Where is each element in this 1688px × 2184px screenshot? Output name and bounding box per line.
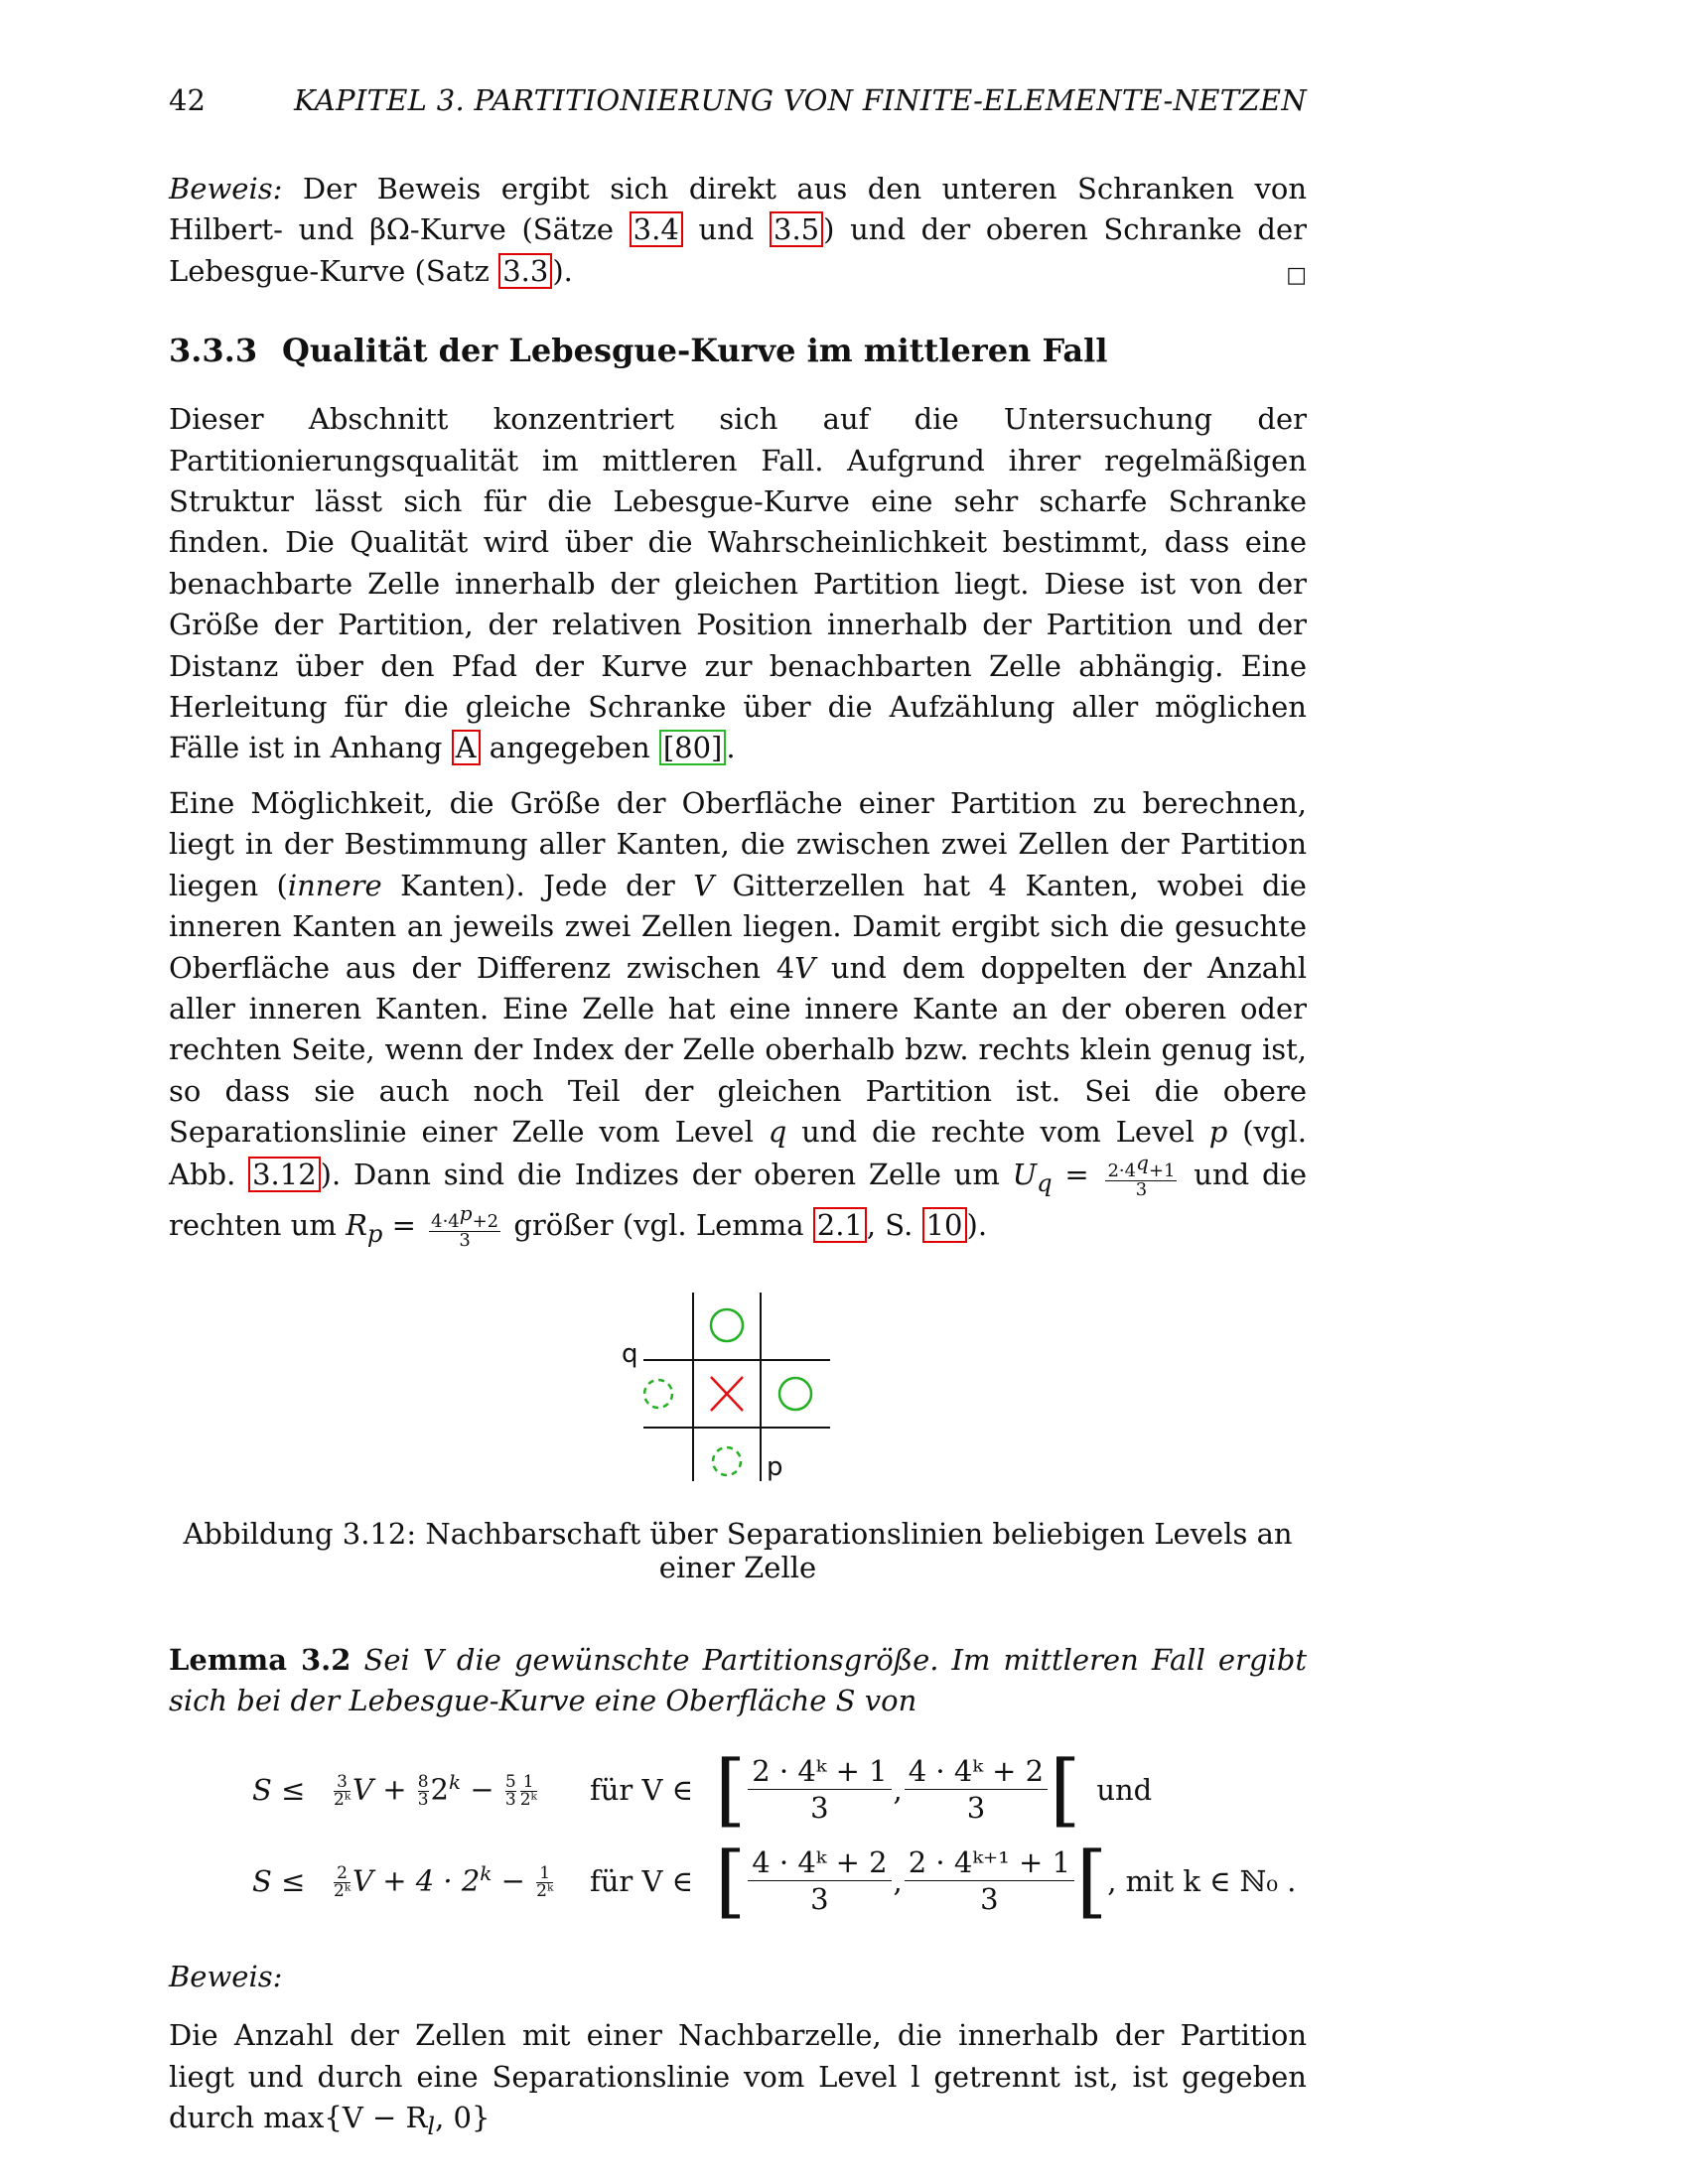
qed-icon: □ bbox=[1286, 262, 1307, 288]
eq-expression bbox=[332, 1770, 590, 1809]
eq-sup: k bbox=[449, 1770, 462, 1795]
section-heading bbox=[169, 332, 1307, 369]
paragraph-text: Dieser Abschnitt konzentriert sich auf die Untersuchung der Partitionierungsqualität im mittleren Fall. Aufgrund ihrer regelmäßigen Struktur lässt sich für die Lebesgue-Kurve eine sehr scharfe Schranke finden. Die Qualität wird über die Wahrscheinlichkeit bestimmt, dass eine benachbarte Zelle innerhalb der gleichen Partition liegt. Diese ist von der Größe der Partition, der relativen Position innerhalb der Partition und der Distanz über den Pfad der Kurve zur benachbarten Zelle abhängig. Eine Herleitung für die gleiche Schranke über die Aufzählung aller möglichen Fälle ist in Anhang bbox=[169, 402, 1307, 765]
frac-num: 8 bbox=[417, 1772, 429, 1793]
ref-page-10[interactable]: 10 bbox=[922, 1207, 967, 1243]
interval-den: 3 bbox=[810, 1791, 829, 1826]
fraction-rp bbox=[429, 1200, 500, 1251]
math-sub-p: p bbox=[366, 1219, 383, 1248]
proof-text: und bbox=[682, 212, 771, 247]
paragraph-surface bbox=[169, 783, 1307, 1255]
proof2-label-line bbox=[169, 1957, 1307, 1997]
math-V: V bbox=[693, 868, 715, 902]
eq-tail: , mit k ∈ ℕ₀ . bbox=[1107, 1863, 1297, 1898]
interval-num: 2 · 4ᵏ + 1 bbox=[748, 1753, 891, 1790]
chapter-title: KAPITEL 3. PARTITIONIERUNG VON FINITE-ELEMENTE-NETZEN bbox=[293, 83, 1307, 117]
frac-num: 1 bbox=[536, 1865, 553, 1883]
paragraph-text: angegeben bbox=[480, 731, 659, 765]
section-title: Qualität der Lebesgue-Kurve im mittleren Fall bbox=[282, 332, 1108, 370]
math-U: U bbox=[1012, 1157, 1038, 1191]
math-V: V bbox=[794, 950, 816, 985]
neighbor-right-circle-icon bbox=[779, 1378, 811, 1410]
paragraph-text: . bbox=[726, 731, 736, 765]
fraction-uq bbox=[1105, 1150, 1177, 1200]
eq-lhs: S ≤ bbox=[252, 1863, 306, 1898]
label-p: p bbox=[767, 1451, 783, 1482]
eq-condition: für V ∈ bbox=[590, 1863, 694, 1898]
math-R: R bbox=[346, 1207, 367, 1242]
ref-lemma-2-1[interactable]: 2.1 bbox=[813, 1207, 867, 1243]
math-equals: = bbox=[382, 1207, 426, 1242]
interval-den: 3 bbox=[810, 1882, 829, 1917]
eq-term: 2 bbox=[430, 1772, 449, 1807]
eq-expression bbox=[332, 1861, 590, 1900]
frac-den: 3 bbox=[459, 1229, 471, 1251]
running-head bbox=[169, 83, 1307, 117]
paragraph-text: , 0} bbox=[435, 2100, 491, 2134]
math-p: p bbox=[1208, 1115, 1228, 1150]
bracket-open-icon: [ bbox=[715, 1834, 747, 1927]
proof-text: Der Beweis ergibt sich direkt aus den unteren Schranken von Hilbert- und βΩ-Kurve (Sätze bbox=[169, 172, 1307, 247]
lemma-equations bbox=[169, 1744, 1307, 1927]
frac-num: 1 bbox=[520, 1774, 537, 1792]
neighbor-left-dashed-circle-icon bbox=[644, 1380, 672, 1408]
frac-den: 2ᵏ bbox=[536, 1881, 554, 1902]
eq-term: V + bbox=[352, 1772, 416, 1807]
eq-term: − bbox=[492, 1863, 535, 1898]
interval-num: 2 · 4ᵏ⁺¹ + 1 bbox=[905, 1844, 1074, 1881]
bracket-open-icon: [ bbox=[715, 1742, 747, 1836]
lemma-head: Lemma 3.2 bbox=[169, 1642, 352, 1677]
proof-label: Beweis: bbox=[169, 172, 283, 205]
ref-satz-3-4[interactable]: 3.4 bbox=[630, 211, 683, 247]
eq-tail: und bbox=[1096, 1772, 1153, 1807]
eq-sup: k bbox=[480, 1861, 492, 1886]
equation-row-2: S ≤ $\frac{2}{\text{2ᵏ}}$ $V + 4 \cdot 2^k$ − $\frac{1}{\text{2ᵏ}}$ für V ∈ [ $\frac{\text{4 · 4ᵏ + 2}}{3}$ , $\frac{\text{2 · 4ᵏ⁺¹ + 1}}{3}$ [ , mit k ∈ ℕ₀ . bbox=[169, 1836, 1307, 1927]
label-q: q bbox=[622, 1338, 638, 1369]
paragraph-text: Eine Möglichkeit, die Größe der Oberfläche einer Partition zu berechnen, liegt in der Bestimmung aller Kanten, die zwischen zwei Zellen der Partition liegen ( bbox=[169, 785, 1307, 902]
section-number: 3.3.3 bbox=[169, 332, 258, 370]
frac-den: 2ᵏ bbox=[334, 1790, 352, 1811]
math-sub-l: l bbox=[427, 2112, 436, 2140]
page-number: 42 bbox=[169, 83, 206, 117]
frac-num: 3 bbox=[334, 1774, 351, 1792]
frac-num-tail: +1 bbox=[1148, 1160, 1176, 1181]
neighbor-bottom-dashed-circle-icon bbox=[713, 1447, 741, 1475]
paragraph-text: (vgl. Abb. bbox=[169, 1115, 1307, 1191]
frac-num: 2·4 bbox=[1107, 1160, 1137, 1181]
paragraph-text: Gitterzellen hat 4 Kanten, wobei die inneren Kanten an jeweils zwei Zellen liegen. Damit ergibt sich die gesuchte Oberfläche aus der Differenz zwischen 4 bbox=[169, 868, 1307, 985]
paragraph-text: ). Dann sind die Indizes der oberen Zelle um bbox=[320, 1157, 1013, 1191]
frac-den: 3 bbox=[504, 1790, 516, 1811]
math-sub-q: q bbox=[1037, 1168, 1053, 1197]
frac-den: 3 bbox=[1135, 1178, 1148, 1200]
eq-term: V + 4 · 2 bbox=[352, 1863, 481, 1898]
proof-text: ). bbox=[552, 253, 573, 288]
frac-den: 2ᵏ bbox=[334, 1881, 352, 1902]
ref-figure-3-12[interactable]: 3.12 bbox=[248, 1157, 321, 1192]
frac-num: 2 bbox=[334, 1865, 351, 1883]
bracket-open-right-icon: [ bbox=[1076, 1834, 1108, 1927]
eq-term: − bbox=[461, 1772, 503, 1807]
interval-den: 3 bbox=[966, 1791, 986, 1826]
paragraph-text: und die rechte vom Level bbox=[786, 1115, 1209, 1150]
frac-sup: q bbox=[1136, 1150, 1149, 1174]
paragraph-text: größer (vgl. Lemma bbox=[504, 1207, 813, 1242]
lemma-text: Sei V die gewünschte Partitionsgröße. Im mittleren Fall ergibt sich bei der Lebesgue-Kurve eine Oberfläche S von bbox=[169, 1642, 1308, 1718]
math-q: q bbox=[768, 1115, 787, 1150]
figure-3-12 bbox=[614, 1273, 852, 1491]
page bbox=[169, 83, 1307, 2161]
frac-num: 4·4 bbox=[431, 1210, 460, 1232]
frac-num-tail: +2 bbox=[472, 1210, 499, 1232]
math-equals: = bbox=[1052, 1157, 1102, 1191]
proof-paragraph bbox=[169, 169, 1307, 292]
interval-num: 4 · 4ᵏ + 2 bbox=[748, 1844, 891, 1881]
neighborhood-diagram bbox=[614, 1273, 852, 1491]
ref-satz-3-5[interactable]: 3.5 bbox=[770, 211, 823, 247]
equation-row-1: S ≤ $\frac{3}{\text{2ᵏ}}$ V + $\frac{8}{3}$ $2^k$ − $\frac{5}{3}$ $\frac{1}{\text{2ᵏ}}$ für V ∈ [ $\frac{\text{2 · 4ᵏ + 1}}{3}$ , $\frac{\text{4 · 4ᵏ + 2}}{3}$ [ und bbox=[169, 1744, 1307, 1836]
ref-anhang-a[interactable]: A bbox=[452, 730, 481, 765]
paragraph-text: Kanten). Jede der bbox=[381, 868, 694, 902]
lemma-statement bbox=[169, 1640, 1307, 1722]
paragraph-text: Die Anzahl der Zellen mit einer Nachbarzelle, die innerhalb der Partition liegt und durch eine Separationslinie vom Level l getrennt ist, ist gegeben durch max{V − R bbox=[169, 2018, 1307, 2134]
proof-label: Beweis: bbox=[169, 1959, 283, 1993]
eq-lhs: S ≤ bbox=[252, 1772, 306, 1807]
frac-sup: p bbox=[459, 1200, 473, 1225]
frac-den: 3 bbox=[417, 1790, 429, 1811]
paragraph-intro bbox=[169, 399, 1307, 769]
paragraph-text: , S. bbox=[866, 1207, 922, 1242]
paragraph-text: und dem doppelten der Anzahl aller inneren Kanten. Eine Zelle hat eine innere Kante an der oberen oder rechten Seite, wenn der Index der Zelle oberhalb bzw. rechts klein genug ist, so dass sie auch noch Teil der gleichen Partition ist. Sei die obere Separationslinie einer Zelle vom Level bbox=[169, 950, 1307, 1150]
proof-text: ) und der oberen Schranke der Lebesgue-Kurve (Satz bbox=[169, 212, 1308, 288]
interval-num: 4 · 4ᵏ + 2 bbox=[905, 1753, 1048, 1790]
figure-caption: Abbildung 3.12: Nachbarschaft über Separationslinien beliebigen Levels an einer Zelle bbox=[183, 1516, 1293, 1584]
emphasis-innere: innere bbox=[287, 868, 382, 902]
paragraph-text: und die rechten um bbox=[169, 1157, 1307, 1242]
paragraph-text: ). bbox=[966, 1207, 988, 1242]
eq-condition: für V ∈ bbox=[590, 1772, 694, 1807]
bracket-open-right-icon: [ bbox=[1050, 1742, 1081, 1836]
frac-den: 2ᵏ bbox=[519, 1790, 537, 1811]
proof2-paragraph bbox=[169, 2015, 1307, 2147]
neighbor-top-circle-icon bbox=[711, 1309, 743, 1341]
interval-den: 3 bbox=[980, 1882, 999, 1917]
ref-satz-3-3[interactable]: 3.3 bbox=[498, 253, 552, 289]
frac-num: 5 bbox=[504, 1772, 516, 1793]
citation-80[interactable]: [80] bbox=[659, 730, 727, 765]
